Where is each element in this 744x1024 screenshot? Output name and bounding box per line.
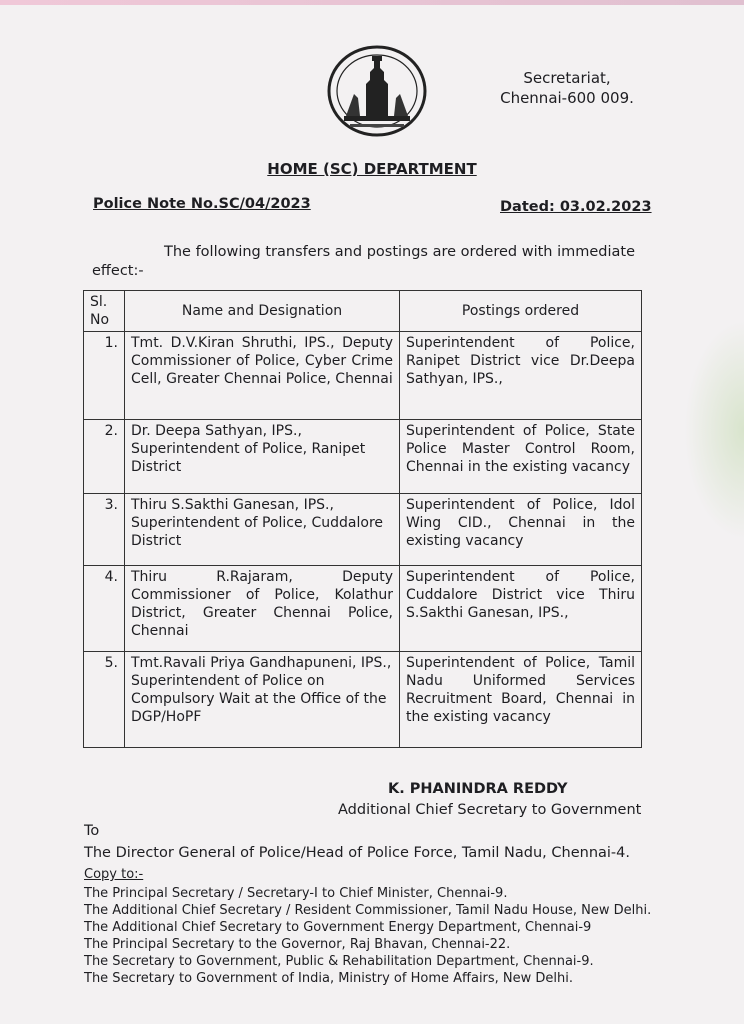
copy-to-item: The Secretary to Government of India, Ministry of Home Affairs, New Delhi. (84, 971, 574, 986)
table-row (84, 566, 642, 652)
top-edge (0, 0, 744, 5)
copy-to-label: Copy to:- (84, 867, 144, 882)
row-name: Dr. Deepa Sathyan, IPS., Superintendent of Police, Ranipet District (125, 420, 400, 494)
to-label: To (84, 823, 100, 839)
row-name: Tmt. D.V.Kiran Shruthi, IPS., Deputy Commissioner of Police, Cyber Crime Cell, Greater Chennai Police, Chennai (125, 332, 400, 420)
address-block (492, 68, 642, 108)
copy-to-item: The Secretary to Government, Public & Rehabilitation Department, Chennai-9. (84, 954, 594, 969)
row-posting: Superintendent of Police, Idol Wing CID., Chennai in the existing vacancy (400, 494, 642, 566)
row-posting: Superintendent of Police, State Police Master Control Room, Chennai in the existing vacancy (400, 420, 642, 494)
transfers-table (83, 290, 642, 748)
address-line-1: Secretariat, (523, 69, 611, 87)
address-line-2: Chennai-600 009. (500, 89, 634, 107)
row-posting: Superintendent of Police, Tamil Nadu Uniformed Services Recruitment Board, Chennai in the existing vacancy (400, 652, 642, 748)
header-postings: Postings ordered (400, 291, 642, 332)
row-name: Thiru S.Sakthi Ganesan, IPS., Superintendent of Police, Cuddalore District (125, 494, 400, 566)
table-row (84, 332, 642, 420)
row-sl: 5. (84, 652, 125, 748)
intro-paragraph: The following transfers and postings are ordered with immediate effect:- (92, 244, 636, 279)
tamil-nadu-emblem-icon (326, 44, 428, 138)
copy-to-item: The Additional Chief Secretary to Government Energy Department, Chennai-9 (84, 920, 592, 935)
header-sl-no: Sl. No (84, 291, 125, 332)
copy-to-item: The Principal Secretary / Secretary-I to Chief Minister, Chennai-9. (84, 886, 508, 901)
signatory-title: Additional Chief Secretary to Government (338, 802, 642, 818)
table-row (84, 494, 642, 566)
row-posting: Superintendent of Police, Cuddalore District vice Thiru S.Sakthi Ganesan, IPS., (400, 566, 642, 652)
row-sl: 2. (84, 420, 125, 494)
table-row (84, 652, 642, 748)
copy-to-list (84, 885, 651, 987)
row-sl: 3. (84, 494, 125, 566)
department-title: HOME (SC) DEPARTMENT (267, 160, 477, 178)
note-date: Dated: 03.02.2023 (500, 199, 652, 215)
row-sl: 4. (84, 566, 125, 652)
copy-to-item: The Principal Secretary to the Governor, Raj Bhavan, Chennai-22. (84, 937, 511, 952)
header-name-designation: Name and Designation (125, 291, 400, 332)
row-sl: 1. (84, 332, 125, 420)
to-recipient: The Director General of Police/Head of Police Force, Tamil Nadu, Chennai-4. (84, 845, 630, 861)
police-note-number: Police Note No.SC/04/2023 (93, 196, 311, 212)
row-name: Thiru R.Rajaram, Deputy Commissioner of Police, Kolathur District, Greater Chennai Police, Chennai (125, 566, 400, 652)
signatory-name: K. PHANINDRA REDDY (388, 781, 568, 797)
department-heading (0, 160, 744, 178)
copy-to-item: The Additional Chief Secretary / Resident Commissioner, Tamil Nadu House, New Delhi. (84, 903, 652, 918)
paper-shadow (684, 320, 744, 540)
table-row (84, 420, 642, 494)
row-name: Tmt.Ravali Priya Gandhapuneni, IPS., Superintendent of Police on Compulsory Wait at the Office of the DGP/HoPF (125, 652, 400, 748)
table-header-row (84, 291, 642, 332)
row-posting: Superintendent of Police, Ranipet District vice Dr.Deepa Sathyan, IPS., (400, 332, 642, 420)
